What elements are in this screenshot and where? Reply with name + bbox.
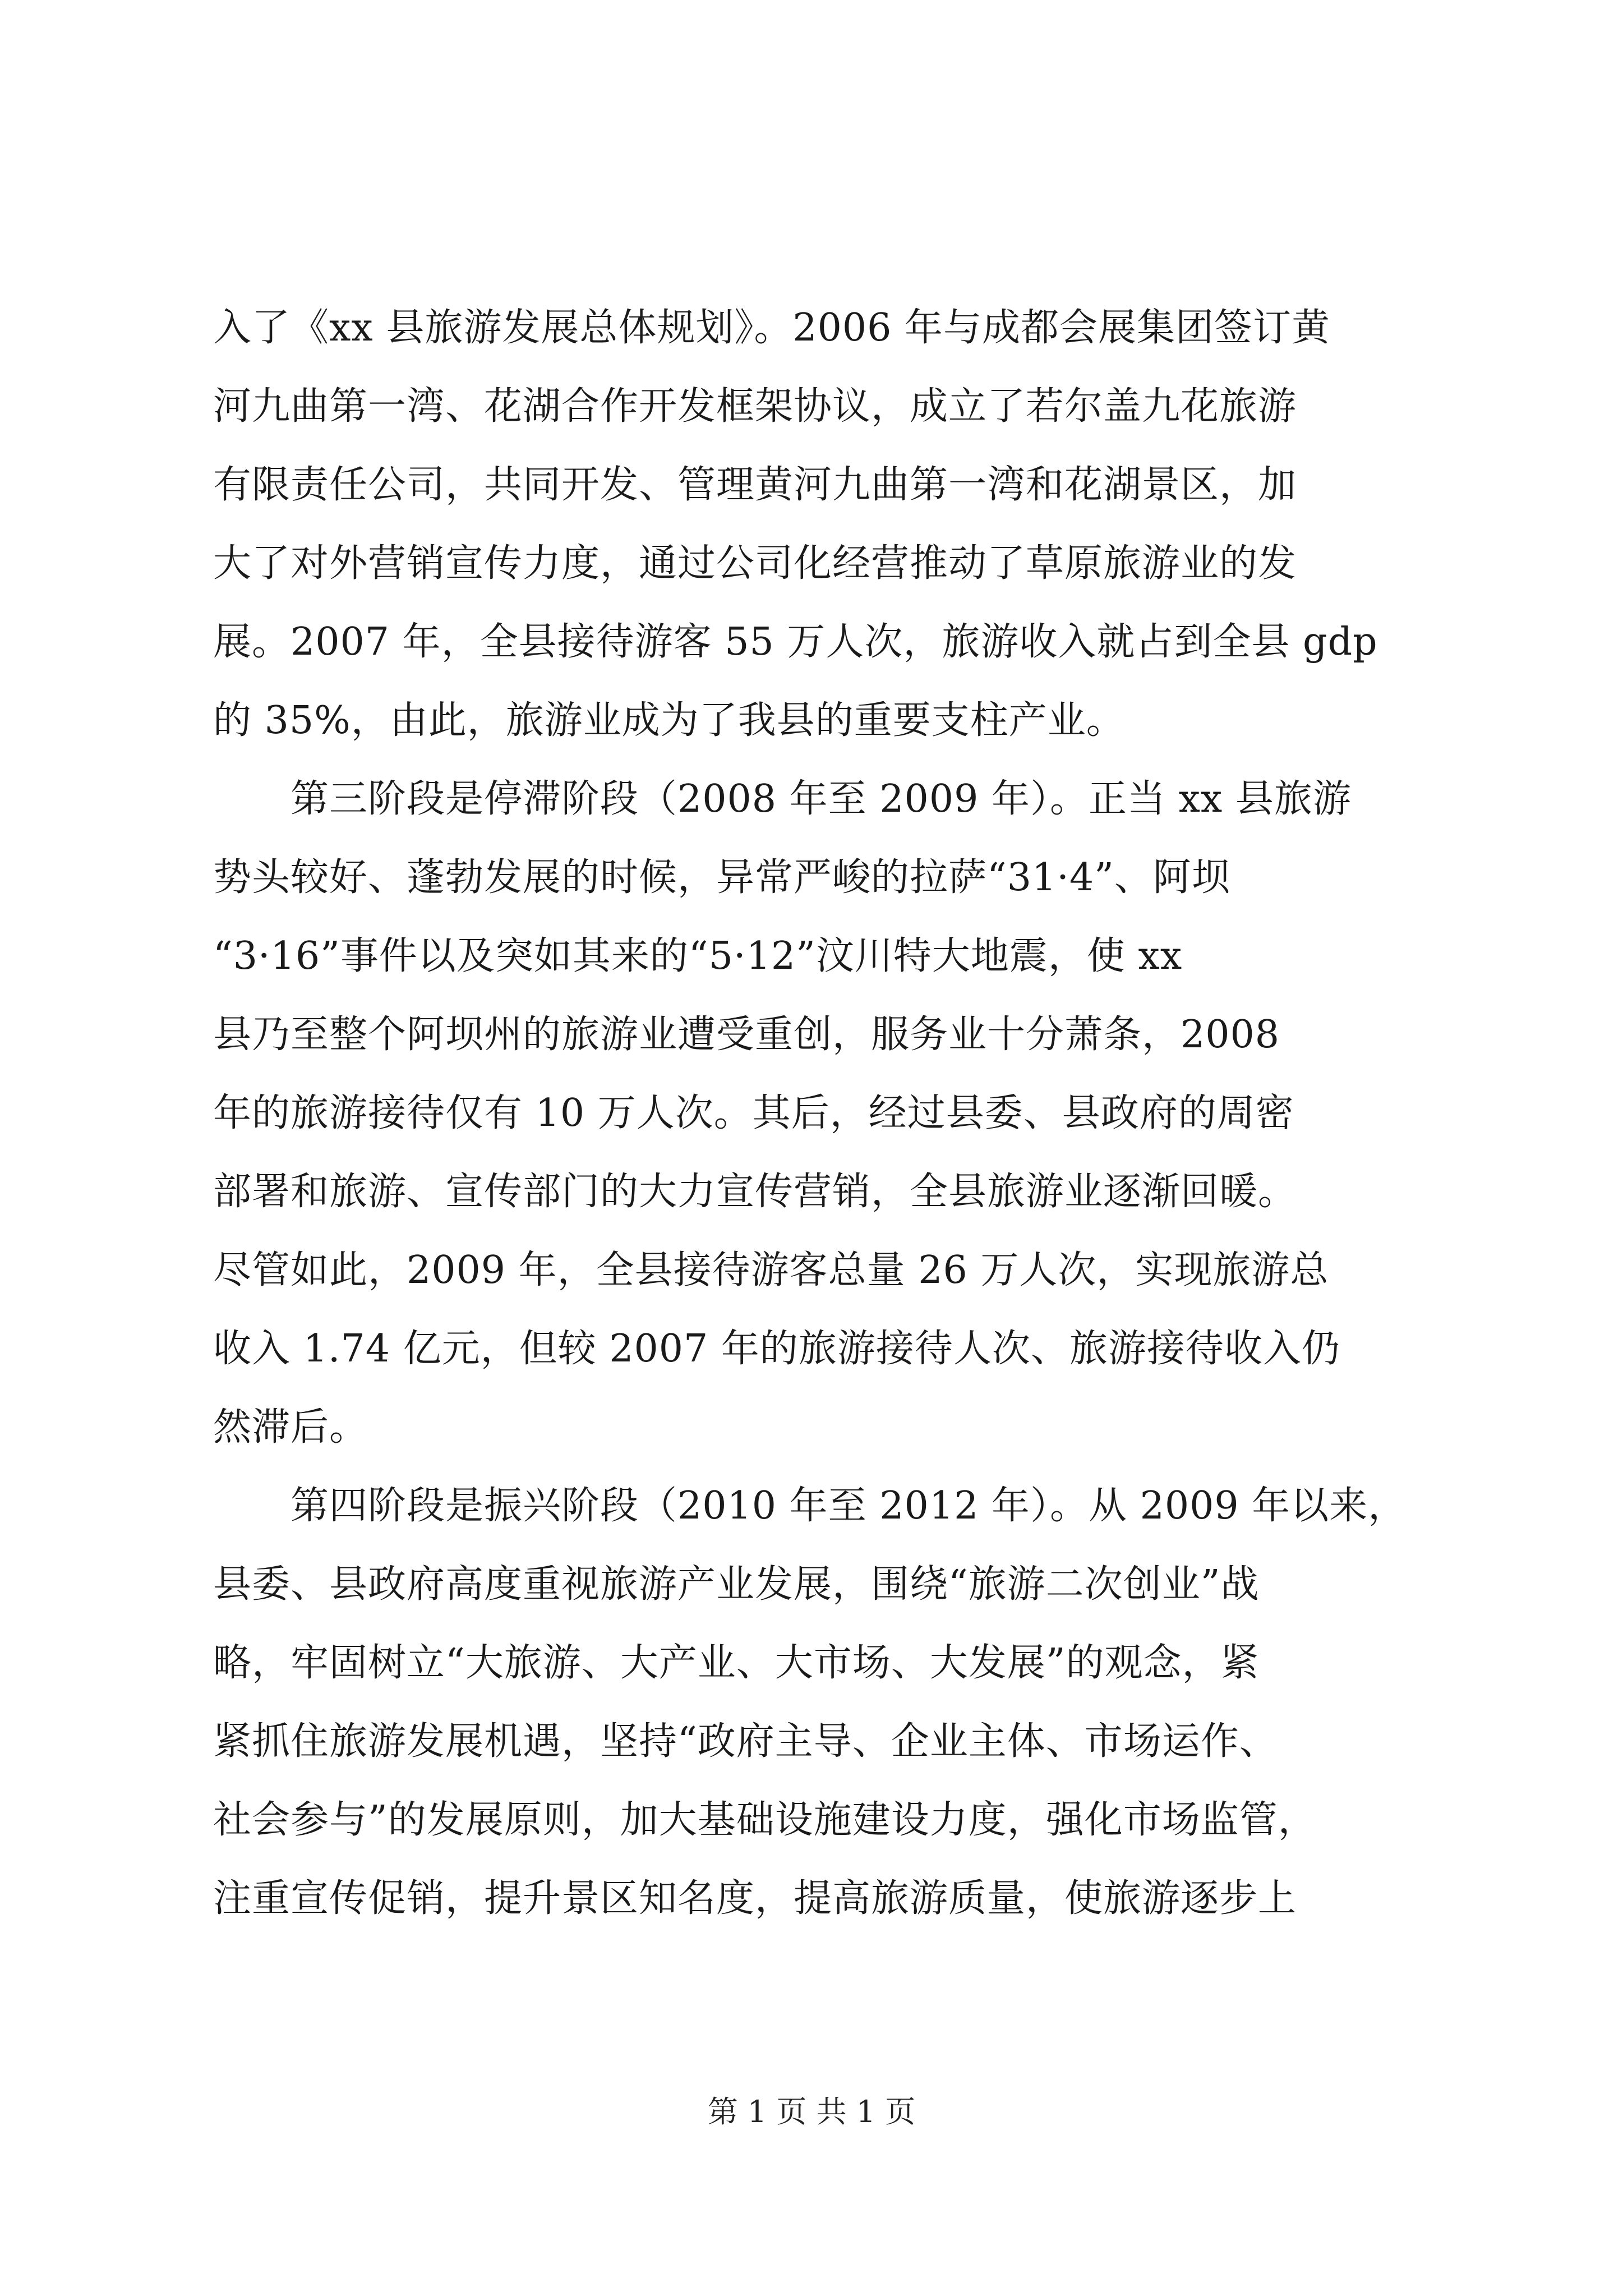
text-line: 收入 1.74 亿元，但较 2007 年的旅游接待人次、旅游接待收入仍 — [213, 1327, 1340, 1371]
paragraph-start-line: 第三阶段是停滞阶段（2008 年至 2009 年）。正当 xx 县旅游 — [213, 777, 1352, 821]
text-line: 然滞后。 — [213, 1405, 368, 1450]
text-line: 略，牢固树立“大旅游、大产业、大市场、大发展”的观念，紧 — [213, 1641, 1260, 1685]
text-line: 展。2007 年，全县接待游客 55 万人次，旅游收入就占到全县 gdp — [213, 620, 1378, 664]
text-line: 社会参与”的发展原则，加大基础设施建设力度，强化市场监管， — [213, 1798, 1317, 1842]
text-line: 紧抓住旅游发展机遇，坚持“政府主导、企业主体、市场运作、 — [213, 1719, 1278, 1764]
paragraph-start-line: 第四阶段是振兴阶段（2010 年至 2012 年）。从 2009 年以来， — [213, 1484, 1407, 1528]
text-line: 河九曲第一湾、花湖合作开发框架协议，成立了若尔盖九花旅游 — [213, 384, 1297, 429]
text-line: 大了对外营销宣传力度，通过公司化经营推动了草原旅游业的发 — [213, 541, 1297, 586]
text-line: 县乃至整个阿坝州的旅游业遭受重创，服务业十分萧条，2008 — [213, 1013, 1280, 1057]
body-text — [213, 289, 1415, 1938]
text-line: 入了《xx 县旅游发展总体规划》。2006 年与成都会展集团签订黄 — [213, 306, 1330, 350]
text-line: 势头较好、蓬勃发展的时候，异常严峻的拉萨“31·4”、阿坝 — [213, 855, 1230, 900]
page-number: 第 1 页 共 1 页 — [707, 2094, 916, 2129]
text-line: “3·16”事件以及突如其来的“5·12”汶川特大地震，使 xx — [213, 934, 1183, 978]
text-line: 的 35%，由此，旅游业成为了我县的重要支柱产业。 — [213, 698, 1125, 743]
text-line: 年的旅游接待仅有 10 万人次。其后，经过县委、县政府的周密 — [213, 1091, 1294, 1135]
page-footer — [0, 2092, 1623, 2132]
text-line: 注重宣传促销，提升景区知名度，提高旅游质量，使旅游逐步上 — [213, 1876, 1297, 1921]
text-line: 部署和旅游、宣传部门的大力宣传营销，全县旅游业逐渐回暖。 — [213, 1170, 1297, 1214]
text-line: 尽管如此，2009 年，全县接待游客总量 26 万人次，实现旅游总 — [213, 1248, 1329, 1292]
text-line: 有限责任公司，共同开发、管理黄河九曲第一湾和花湖景区，加 — [213, 463, 1297, 507]
text-line: 县委、县政府高度重视旅游产业发展，围绕“旅游二次创业”战 — [213, 1562, 1260, 1607]
